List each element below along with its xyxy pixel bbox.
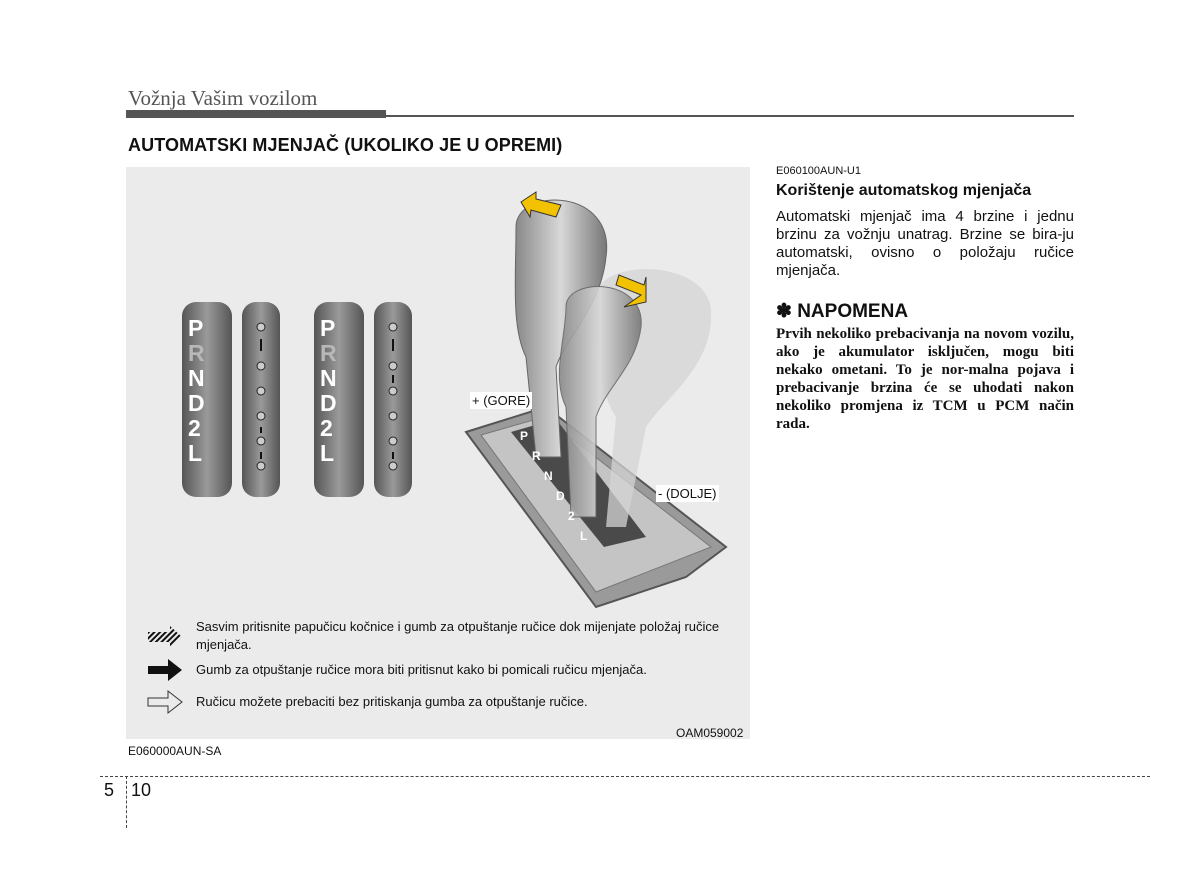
chapter-header: Vožnja Vašim vozilom	[128, 86, 318, 110]
gate-letters	[520, 429, 620, 549]
panel-letter: D	[188, 390, 205, 416]
legend-item-2: Gumb za otpuštanje ručice mora biti pritisnut kako bi pomicali ručicu mjenjača.	[196, 662, 647, 677]
hatched-arrow-icon	[148, 626, 182, 648]
section-title: AUTOMATSKI MJENJAČ (UKOLIKO JE U OPREMI)	[128, 135, 563, 155]
page-chapter: 5	[104, 780, 115, 800]
panel-letter: P	[188, 315, 204, 341]
solid-arrow-icon	[148, 659, 182, 681]
left-section-code: E060000AUN-SA	[128, 744, 222, 758]
gate-letter: L	[580, 529, 588, 543]
footer-divider	[126, 776, 127, 828]
figure-code: OAM059002	[676, 726, 744, 740]
legend-item-3: Ručicu možete prebaciti bez pritiskanja gumba za otpuštanje ručice.	[196, 694, 588, 709]
gate-letter: P	[520, 429, 529, 443]
panel-letter: R	[188, 340, 205, 366]
right-heading: Korištenje automatskog mjenjača	[776, 182, 1032, 199]
gate-letter: N	[544, 469, 553, 483]
note-body-text: Prvih nekoliko prebacivanja na novom vozilu, ako je akumulator isključen, mogu biti nekako ometani. To je nor-malna pojava i prebacivanje brzina će se uhodati nakon nekoliko promjena iz TCM u PCM način rada.	[776, 326, 1074, 432]
gate-letter: D	[556, 489, 565, 503]
panel-letter: R	[320, 340, 337, 366]
gate-letter: R	[532, 449, 541, 463]
note-heading: ✽ NAPOMENA	[776, 301, 909, 322]
panel-letter: D	[320, 390, 337, 416]
panel-letter: L	[188, 440, 203, 466]
right-section-code: E060100AUN-U1	[776, 165, 861, 177]
panel-letter: N	[188, 365, 205, 391]
panel-letter: N	[320, 365, 337, 391]
right-body-text: Automatski mjenjač ima 4 brzine i jednu brzinu za vožnju unatrag. Brzine se bira-ju automatski, ovisno o položaju ručice mjenjača.	[776, 208, 1074, 279]
gate-letter: 2	[568, 509, 575, 523]
outline-arrow-icon	[148, 691, 182, 713]
legend-item-1: Sasvim pritisnite papučicu kočnice i gumb za otpuštanje ručice dok mijenjate položaj ručice mjenjača.	[196, 619, 720, 652]
page-number: 10	[131, 780, 152, 800]
callout-up: + (GORE)	[472, 393, 531, 408]
footer-rule	[100, 776, 1150, 777]
panel-letter: L	[320, 440, 335, 466]
header-rule-thick	[126, 110, 386, 118]
panel-letter: 2	[320, 415, 333, 441]
panel-letter: 2	[188, 415, 201, 441]
header-rule-thin	[386, 115, 1074, 117]
panel-letter: P	[320, 315, 336, 341]
callout-down: - (DOLJE)	[658, 486, 717, 501]
shift-lever-figure	[126, 167, 750, 739]
